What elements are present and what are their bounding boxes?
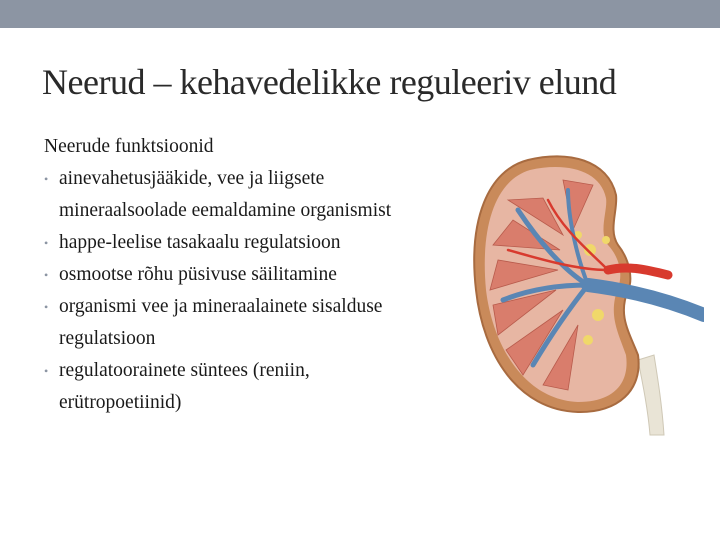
bullet-item [44,227,484,259]
bullet-item [44,163,484,227]
bullet-list [44,163,484,419]
bullet-item [44,355,484,419]
bullet-item [44,259,484,291]
kidney-illustration-icon [468,140,704,440]
bullet-item [44,291,484,355]
bullet-text-continued: mineraalsoolade eemaldamine organismist [59,200,392,221]
bullet-text: ainevahetusjääkide, vee ja liigsete [59,168,325,189]
top-bar [0,0,720,28]
slide-title: Neerud – kehavedelikke reguleeriv elund [42,62,617,102]
bullet-icon: • [44,300,49,314]
bullet-text: happe-leelise tasakaalu regulatsioon [59,232,341,253]
bullet-icon: • [44,236,49,250]
bullet-text-continued: regulatsioon [59,328,156,349]
subheading: Neerude funktsioonid [44,136,214,157]
bullet-icon: • [44,172,49,186]
bullet-icon: • [44,364,49,378]
bullet-icon: • [44,268,49,282]
bullet-text-continued: erütropoetiinid) [59,392,182,413]
bullet-text: organismi vee ja mineraalainete sisalduse [59,296,383,317]
bullet-text: osmootse rõhu püsivuse säilitamine [59,264,337,285]
content-area [44,131,484,419]
bullet-text: regulatoorainete süntees (reniin, [59,360,310,381]
